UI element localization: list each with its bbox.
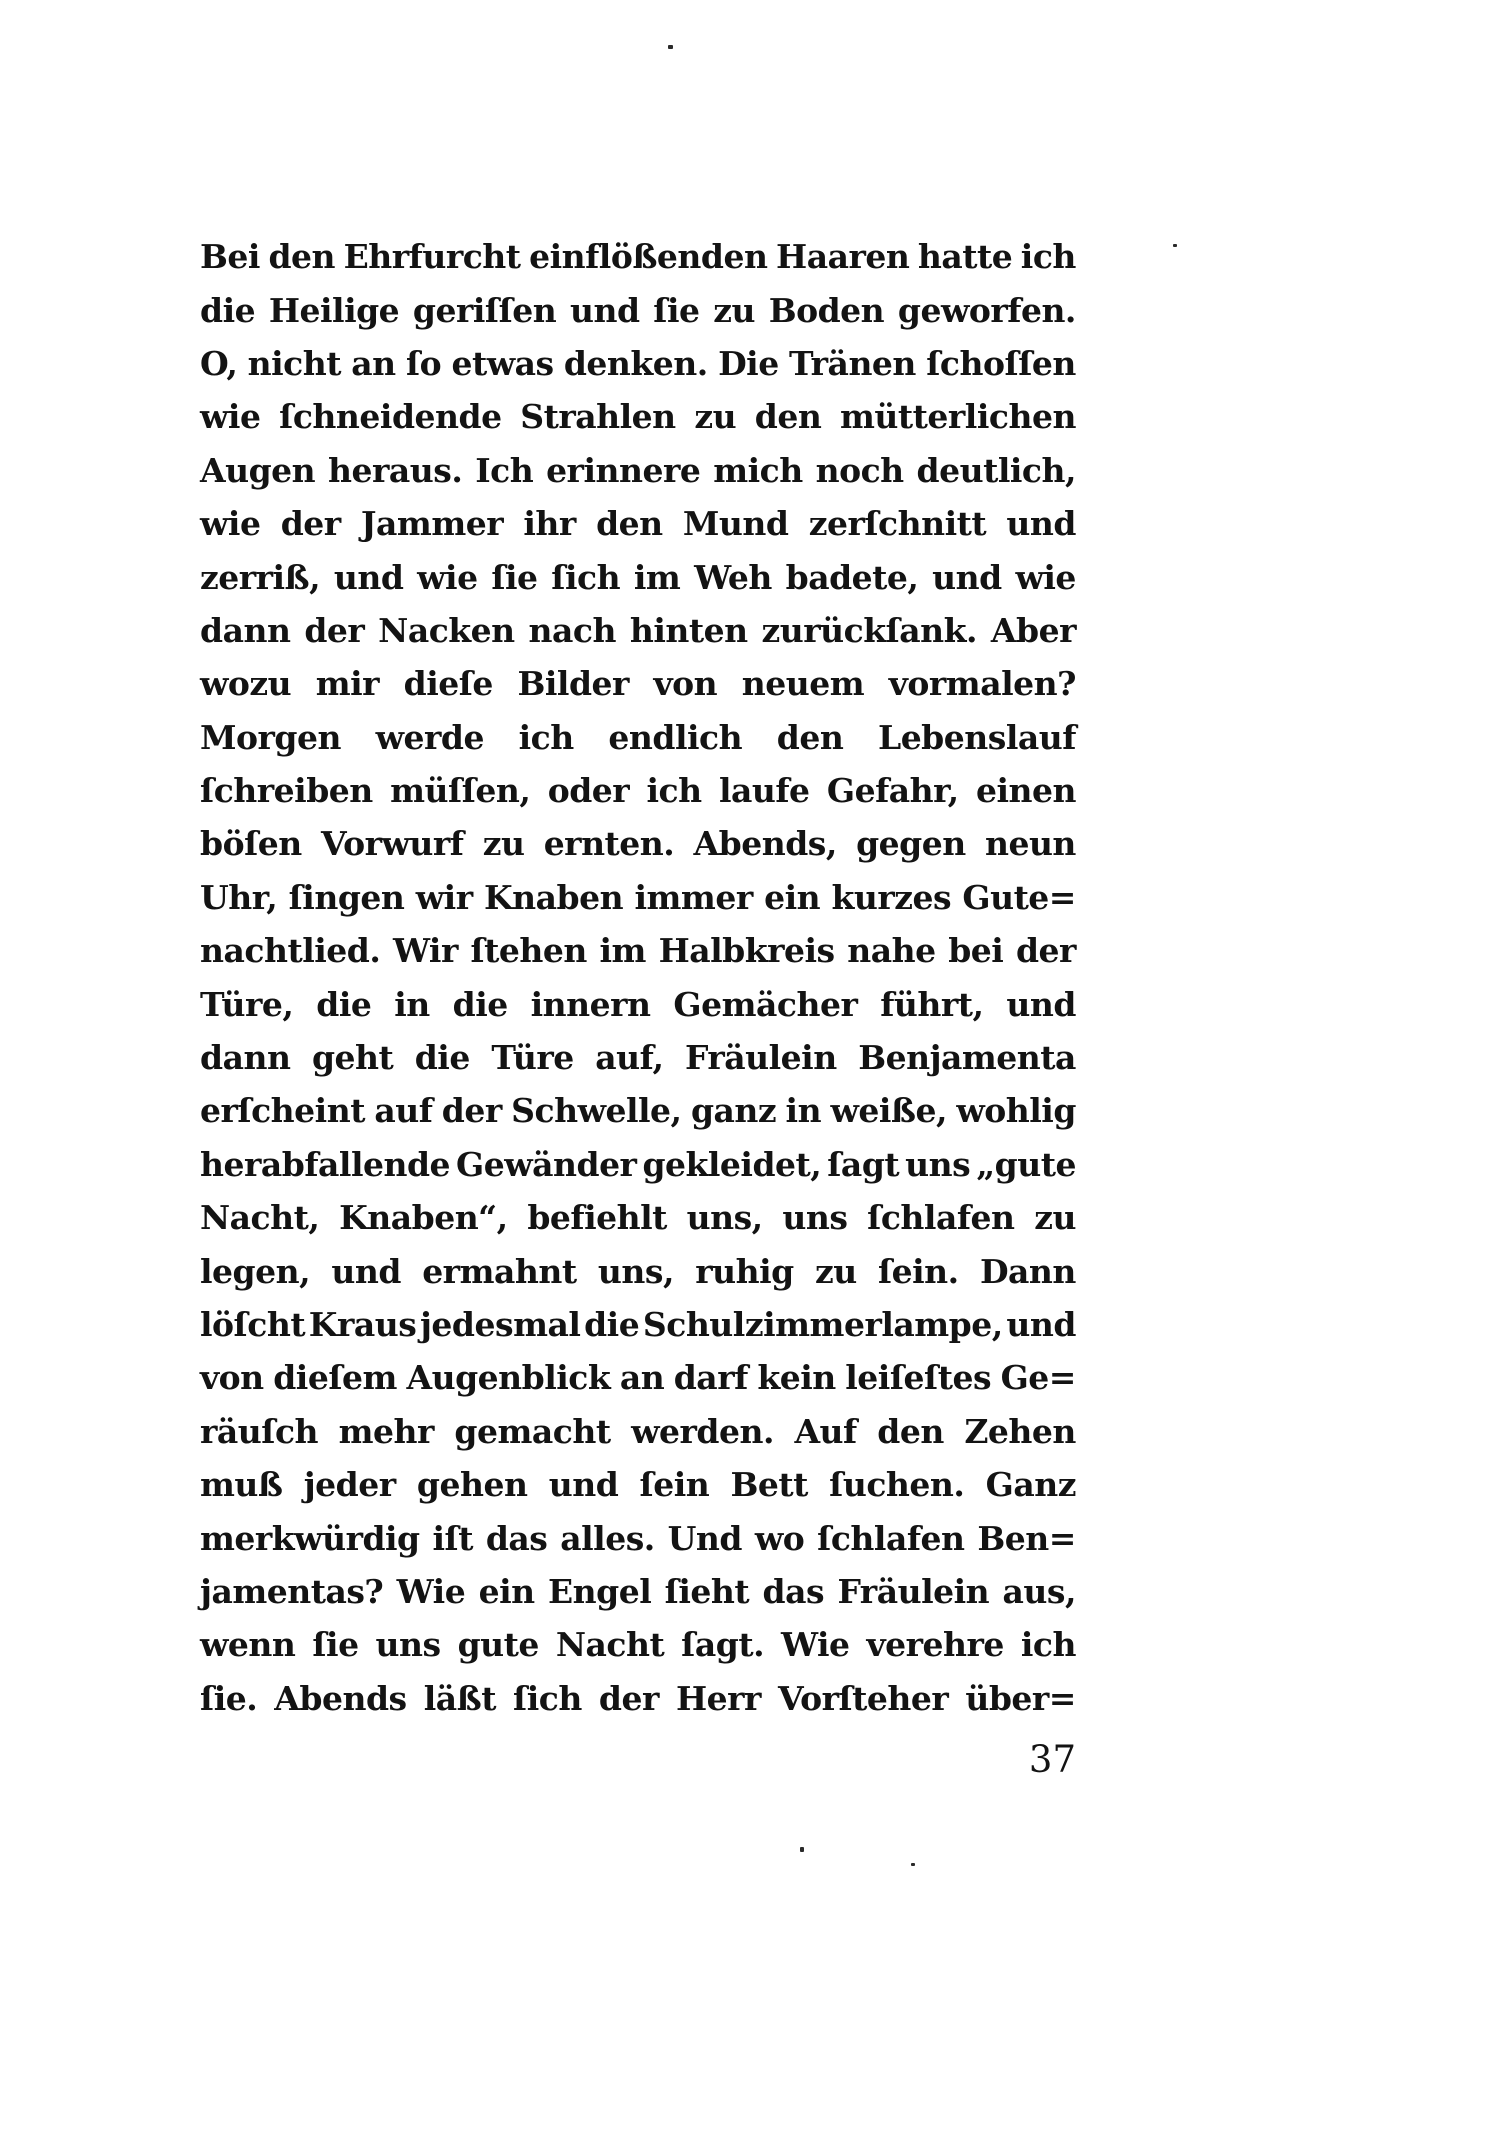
text-line: wie der Jammer ihr den Mund zerſchnitt und	[200, 504, 1076, 544]
text-line: wenn ſie uns gute Nacht ſagt. Wie verehre ich	[200, 1625, 1076, 1665]
text-line: Uhr, ſingen wir Knaben immer ein kurzes Gute=	[200, 877, 1076, 917]
scan-speck	[1173, 244, 1177, 247]
text-line: O, nicht an ſo etwas denken. Die Tränen ſchoſſen	[200, 343, 1076, 383]
text-line: erſcheint auf der Schwelle, ganz in weiße, wohlig	[200, 1091, 1076, 1131]
text-line: dann geht die Türe auf, Fräulein Benjamenta	[200, 1038, 1076, 1078]
text-line: Türe, die in die innern Gemächer führt, und	[200, 984, 1076, 1024]
text-line: merkwürdig iſt das alles. Und wo ſchlafen Ben=	[200, 1518, 1076, 1558]
text-line: legen, und ermahnt uns, ruhig zu ſein. Dann	[200, 1251, 1076, 1291]
text-line: herabfallende Gewänder gekleidet, ſagt uns „gute	[200, 1144, 1076, 1184]
text-line: von dieſem Augenblick an darf kein leiſeſtes Ge=	[200, 1358, 1076, 1398]
text-line: Nacht, Knaben“, befiehlt uns, uns ſchlafen zu	[200, 1198, 1076, 1238]
text-line: Augen heraus. Ich erinnere mich noch deutlich,	[200, 450, 1076, 490]
text-line: Morgen werde ich endlich den Lebenslauf	[200, 717, 1076, 757]
text-line: räuſch mehr gemacht werden. Auf den Zehen	[200, 1411, 1076, 1451]
text-line: wie ſchneidende Strahlen zu den mütterlichen	[200, 397, 1076, 437]
text-line: muß jeder gehen und ſein Bett ſuchen. Ganz	[200, 1465, 1076, 1505]
text-line: zerriß, und wie ſie ſich im Weh badete, und wie	[200, 557, 1076, 597]
text-line: löſcht Kraus jedesmal die Schulzimmerlampe, und	[200, 1305, 1076, 1344]
scan-speck	[668, 45, 673, 49]
text-line: Bei den Ehrfurcht einflößenden Haaren hatte ich	[200, 237, 1076, 277]
text-line: nachtlied. Wir ſtehen im Halbkreis nahe bei der	[200, 931, 1076, 971]
text-line: dann der Nacken nach hinten zurückſank. Aber	[200, 610, 1076, 650]
text-line: die Heilige geriſſen und ſie zu Boden geworfen.	[200, 290, 1076, 330]
page-text	[200, 230, 1076, 1725]
text-line: böſen Vorwurf zu ernten. Abends, gegen neun	[200, 824, 1076, 864]
scan-speck	[911, 1863, 915, 1866]
text-line: ſie. Abends läßt ſich der Herr Vorſteher über=	[200, 1678, 1076, 1718]
text-line: wozu mir dieſe Bilder von neuem vormalen?	[200, 664, 1076, 704]
text-line: ſchreiben müſſen, oder ich laufe Gefahr, einen	[200, 771, 1076, 811]
page-number: 37	[1028, 1738, 1076, 1781]
text-line: jamentas? Wie ein Engel ſieht das Fräulein aus,	[200, 1571, 1076, 1611]
scan-speck	[800, 1847, 804, 1852]
